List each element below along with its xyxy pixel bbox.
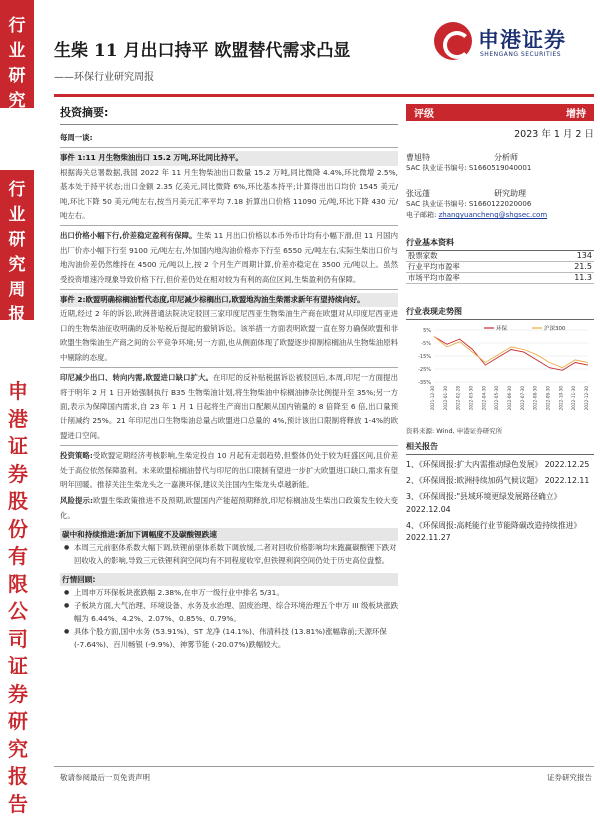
report-title: 生柴 11 月出口持平 欧盟替代需求凸显: [54, 36, 350, 61]
analyst-row: [406, 152, 594, 163]
analyst-cert: SAC 执业证书编号: S1660122020006: [406, 199, 594, 210]
rating-value: 增持: [566, 105, 586, 120]
analyst-row: [406, 188, 594, 199]
vertical-char: 周: [0, 278, 34, 303]
row-value: 21.5: [574, 262, 592, 272]
legend-label: 沪深300: [544, 324, 566, 332]
x-tick-label: 2022-05-30: [494, 386, 499, 411]
x-tick-label: 2022-09-30: [546, 386, 551, 411]
analyst-name: 张远蓬: [406, 188, 476, 199]
weekly-heading: 每周一谈:: [60, 131, 398, 145]
paragraph-lead: 出口价格小幅下行,价差稳定盈利有保障。: [60, 231, 197, 240]
vertical-char: 报: [0, 303, 34, 328]
x-tick-label: 2022-01-30: [443, 386, 448, 411]
divider: [60, 289, 398, 290]
related-reports-heading: 相关报告: [406, 441, 594, 455]
vertical-char: 限: [4, 571, 32, 599]
legend-label: 环保: [496, 324, 508, 332]
market-bullet-list: [60, 586, 398, 652]
basic-info-table: [406, 251, 594, 284]
performance-chart: [406, 320, 594, 424]
footer-divider: [54, 766, 594, 767]
related-report-link[interactable]: 2、《环保周报:欧洲持续加码气候议题》 2022.12.11: [406, 475, 594, 487]
email-link[interactable]: zhangyuancheng@shgsec.com: [439, 211, 548, 219]
paragraph: [60, 494, 398, 523]
paragraph-text: 在印尼的反补贴税据诉讼被驳回后,本周,印尼一方面提出将于明年 2 月 1 日开始强制执行 B35 生物柴油计划,将生物柴油中棕榈油掺杂比例提升至 35%;另一方面,表示为保障国内需求,自 23 年 1 月 1 日起将生产商出口配额从国内销量的 8 倍降至 6 倍,出口量预计削减约 25%。21 年印尼出口生物柴油总量占欧盟进口总量的 4%,预计该出口限制将释放 1-4%的欧盟进口空间。: [60, 373, 398, 440]
related-report-link[interactable]: 3、《环保周报:"县域环境更绿发展路径确立》 2022.12.04: [406, 491, 594, 515]
vertical-char: 券: [4, 681, 32, 709]
paragraph-text: 生柴 11 月出口价格以本币外币计均有小幅下滑,但 11 月国内出厂价亦小幅下行至 9100 元/吨左右,外加国内地沟油价格亦下行至 6550 元/吨左右,实际生柴出口价与地沟油价差仍然维持在 4500 元/吨以上,按 2 个月生产周期计算,价差亦稳定在 3500 元/吨以上。虽然受投资增速冷现象导致价格下行,但价差仍处在相对较为有利的高位区间,生柴盈利仍有保障。: [60, 231, 398, 283]
x-tick-label: 2022-06-30: [507, 386, 512, 411]
series-line-1: [434, 337, 588, 368]
x-tick-label: 2022-04-30: [481, 386, 486, 411]
rating-bar: [406, 104, 594, 121]
divider: [60, 367, 398, 368]
related-report-link[interactable]: 4、《环保周报:高耗能行业节能降碳改造持续推进》 2022.11.27: [406, 520, 594, 544]
basic-info-heading: 行业基本资料: [406, 237, 594, 251]
row-label: 市场平均市盈率: [408, 273, 460, 283]
vertical-char: 究: [4, 736, 32, 764]
x-tick-label: 2022-02-28: [456, 386, 461, 411]
vertical-char: 申: [4, 378, 32, 406]
analyst-block: [406, 152, 594, 174]
paragraph-lead: 印尼减少出口、转向内需,欧盟进口缺口扩大。: [60, 373, 213, 382]
section-tab-industry-research: [0, 0, 34, 108]
y-tick-label: -15%: [418, 354, 431, 360]
vertical-char: 证: [4, 433, 32, 461]
vertical-char: 券: [4, 461, 32, 489]
series-line-0: [434, 337, 588, 371]
summary-divider: [60, 124, 398, 125]
row-label: 股票家数: [408, 251, 438, 261]
paragraph-lead: 投资策略:: [60, 451, 93, 460]
y-tick-label: -25%: [418, 367, 431, 373]
vertical-char: 告: [4, 791, 32, 818]
analyst-role: 研究助理: [494, 188, 594, 199]
company-logo: [434, 22, 594, 72]
sidebar: [406, 104, 594, 544]
event2-heading: 事件 2:欧盟明确棕榈油暂代态度,印尼减少棕榈出口,欧盟地沟油生柴需求新年有望持续向好。: [60, 293, 398, 307]
vertical-char: 司: [4, 626, 32, 654]
paragraph: [60, 229, 398, 287]
table-row: [406, 251, 594, 262]
x-tick-label: 2022-07-30: [520, 386, 525, 411]
x-tick-label: 2022-12-30: [584, 386, 589, 411]
related-reports-list: [406, 459, 594, 544]
list-item: ● 子板块方面,大气治理、环境设备、水务及水治理、固废治理、综合环境治理五个申万 III 级板块涨跌幅为 6.44%、4.2%、2.07%、0.85%、0.79%。: [60, 599, 398, 625]
row-label: 行业平均市盈率: [408, 262, 460, 272]
company-vertical-label: [4, 378, 32, 818]
vertical-char: 有: [4, 543, 32, 571]
analyst-block: [406, 188, 594, 221]
report-date: 2023 年 1 月 2 日: [406, 126, 594, 140]
event1-heading: 事件 1:11 月生物柴油出口 15.2 万吨,环比同比持平。: [60, 151, 398, 165]
vertical-char: 行: [0, 178, 34, 203]
vertical-char: 行: [0, 14, 34, 39]
x-tick-label: 2022-03-30: [469, 386, 474, 411]
report-subtitle: ——环保行业研究周报: [54, 68, 154, 83]
paragraph-lead: 风险提示:: [60, 496, 93, 505]
vertical-char: 研: [0, 228, 34, 253]
related-report-link[interactable]: 1、《环保周报:扩大内需推动绿色发展》 2022.12.25: [406, 459, 594, 471]
logo-name-cn: 申港证券: [478, 24, 566, 54]
chart-heading: 行业表现走势图: [406, 306, 594, 320]
table-row: [406, 273, 594, 284]
header-divider: [54, 94, 594, 97]
paragraph: [60, 449, 398, 492]
list-item: ● 具体个股方面,国中水务 (53.91%)、ST 龙净 (14.1%)、伟清科技 (13.81%)涨幅靠前;天源环保 (-7.64%)、百川畅银 (-9.9%)、神雾节能 (-20.07%)跌幅较大。: [60, 625, 398, 651]
analyst-role: 分析师: [494, 152, 594, 163]
vertical-char: 究: [0, 89, 34, 114]
divider: [60, 445, 398, 446]
x-tick-label: 2021-12-30: [430, 386, 435, 411]
main-content: [60, 104, 398, 652]
vertical-char: 业: [0, 39, 34, 64]
rating-label: 评级: [414, 105, 434, 120]
summary-heading: 投资摘要:: [60, 104, 398, 120]
row-value: 134: [577, 251, 592, 261]
x-tick-label: 2022-08-30: [533, 386, 538, 411]
email-label: 电子邮箱:: [406, 211, 436, 219]
paragraph: 近期,经过 2 年的诉讼,欧洲普通法院决定驳回三家印度尼西亚生物柴油生产商在欧盟对从印度尼西亚进口的生物柴油征收明确的反补贴税后提起的撤销诉讼。该举措一方面表明欧盟一直在努力确保欧盟和非欧盟生物柴油生产商之间的公平竞争环境;另一方面,也从侧面体现了欧盟逐步抑制棕榈油从生物柴油原料中剔除的态度。: [60, 307, 398, 365]
x-tick-label: 2022-11-30: [571, 386, 576, 411]
vertical-char: 证: [4, 653, 32, 681]
vertical-char: 份: [4, 516, 32, 544]
vertical-char: 研: [0, 64, 34, 89]
list-item: ● 上周申万环保板块涨跌幅 2.38%,在申万一级行业中排名 5/31。: [60, 586, 398, 599]
vertical-char: 究: [0, 253, 34, 278]
section-heading-market: 行情回顾:: [60, 573, 398, 586]
vertical-char: 公: [4, 598, 32, 626]
divider: [60, 225, 398, 226]
logo-mark-icon: [434, 22, 472, 60]
y-tick-label: -35%: [418, 380, 431, 386]
vertical-char: 股: [4, 488, 32, 516]
paragraph: 根据海关总署数据,我国 2022 年 11 月生物柴油出口数量 15.2 万吨,同比微降 4.4%,环比微增 2.5%,基本处于持平状态;出口金额 2.35 亿美元,同比微降 6%,环比基本持平;计算得出出口均价 1545 美元/吨,环比下降 50 美元/吨左右,按当月美元汇率平均 7.18 折算出口价格 11090 元/吨,环比下降 430 元/吨左右。: [60, 166, 398, 224]
footer-disclaimer: 敬请参阅最后一页免责声明: [60, 772, 150, 783]
analyst-cert: SAC 执业证书编号: S1660519040001: [406, 163, 594, 174]
y-tick-label: -5%: [421, 341, 431, 347]
paragraph-text: 受欧盟定期经济考核影响,生柴定投自 10 月起有走弱趋势,但整体仍处于较为旺盛区间,且价差处于高位依然保障盈利。未来欧盟棕榈油替代与印尼的出口限制有望进一步扩大欧盟进口缺口,需求有望明年回暖。推荐关注生柴龙头之一嘉澳环保,建议关注国内生柴龙头卓越新能。: [60, 451, 398, 489]
vertical-char: 研: [4, 708, 32, 736]
analyst-email-row: [406, 210, 594, 221]
section-tab-weekly-report: [0, 170, 34, 320]
paragraph: [60, 371, 398, 443]
analyst-name: 曹旭特: [406, 152, 476, 163]
x-tick-label: 2022-10-30: [558, 386, 563, 411]
divider: [60, 147, 398, 148]
vertical-char: 港: [4, 406, 32, 434]
footer-label: 证券研究报告: [547, 772, 592, 783]
row-value: 11.3: [574, 273, 592, 283]
list-item: ● 本周三元前驱体系数大幅下调,铁锂前驱体系数下调放缓,二者对回收价格影响均未跑赢碳酸锂下跌对回收收入的影响,导致三元铁锂利润空间均有不同程度收窄,但铁锂利润空间仍处于历史高位盘整。: [60, 541, 398, 567]
carbon-bullet-list: [60, 541, 398, 567]
logo-name-en: SHENGANG SECURITIES: [480, 51, 561, 58]
paragraph-text: 欧盟生柴政策推进不及预期,欧盟国内产能超预期释放,印尼棕榈油及生柴出口政策发生较大变化。: [60, 496, 398, 519]
section-heading-carbon: 碳中和持续推进:新加下调幅度不及碳酸锂跌速: [60, 528, 398, 541]
vertical-char: 业: [0, 203, 34, 228]
performance-chart-svg: [406, 320, 594, 420]
table-row: [406, 262, 594, 273]
chart-source: 资料来源: Wind, 申港证券研究所: [406, 426, 594, 435]
vertical-char: 报: [4, 763, 32, 791]
y-tick-label: 5%: [423, 328, 431, 334]
